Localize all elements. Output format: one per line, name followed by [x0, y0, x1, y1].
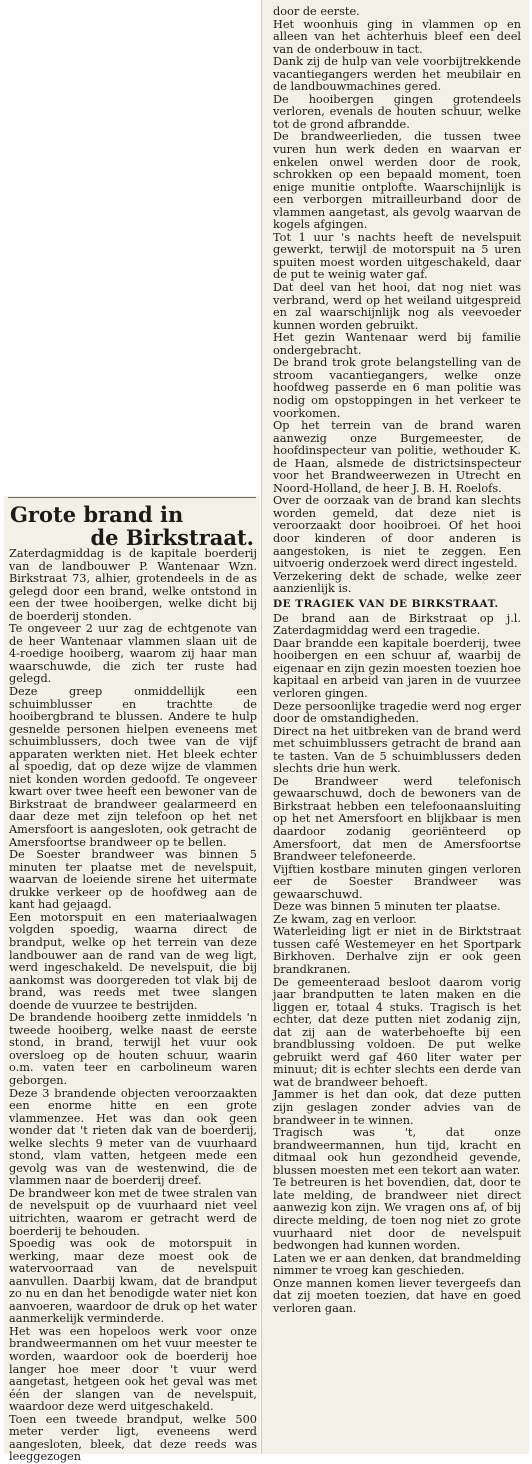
paragraph: Het woonhuis ging in vlammen op en alleen van het achterhuis bleef een deel van de onderbouw in tact. — [273, 17, 521, 56]
article-column-left — [9, 547, 257, 1464]
paragraph: Laten we er aan denken, dat brandmelding nimmer te vroeg kan geschieden. — [273, 1251, 521, 1278]
paragraph: Ze kwam, zag en verloor. — [273, 912, 417, 926]
section-subheading: DE TRAGIEK VAN DE BIRKSTRAAT. — [273, 597, 499, 610]
paragraph: Daar brandde een kapitale boerderij, twee hooibergen en een schuur af, waarbij de eigenaar en zijn gezin moesten toezien hoe kapitaal en arbeid van jaren in de vuurzee verloren gingen. — [273, 636, 521, 700]
paragraph: Een motorspuit en een materiaalwagen volgden spoedig, waarna direct de brandput, welke op het terrein van deze landbouwer aan de rand van de weg ligt, werd ingeschakeld. De nevelspuit, die bij aankomst was doorgereden tot vlak bij de brand, was reeds met twee slangen doende de vuurzee te bestrijden. — [9, 910, 257, 1012]
paragraph: Spoedig was ook de motorspuit in werking, maar deze moest ook de watervoorraad van de nevelspuit aanvullen. Daarbij kwam, dat de brandput zo nu en dan het benodigde water niet kon aanvoeren, waardoor de druk op het water aanmerkelijk verminderde. — [9, 1237, 257, 1326]
paragraph: Waterleiding ligt er niet in de Birktstraat tussen café Westemeyer en het Sportpark Birkhoven. Derhalve zijn er ook geen brandkranen. — [273, 925, 521, 977]
article-headline — [10, 503, 254, 549]
headline-rule — [8, 497, 256, 498]
paragraph: Zaterdagmiddag is de kapitale boerderij van de landbouwer P. Wantenaar Wzn. Birkstraat 73, alhier, grotendeels in de as gelegd door een brand, welke ontstond in een der twee hooibergen, welke dicht bij de boerderij stonden. — [9, 547, 257, 623]
paragraph: Over de oorzaak van de brand kan slechts worden gemeld, dat deze niet is veroorzaakt door hooibroei. Of het hooi door kinderen of door anderen is aangestoken, is niet te zeggen. Een uitvoerig onderzoek werd direct ingesteld. — [273, 494, 521, 571]
paragraph: Te betreuren is het bovendien, dat, door te late melding, de brandweer niet direct aanwezig kon zijn. We vragen ons af, of bij directe melding, de toen nog niet zo grote vuurhaard niet door de nevelspuit bedwongen had kunnen worden. — [273, 1176, 521, 1253]
paragraph: Deze 3 brandende objecten veroorzaakten een enorme hitte en een grote vlammenzee. Het was dan ook geen wonder dat 't rieten dak van de boerderij, welke slechts 9 meter van de vuurhaard stond, vlam vatten, hetgeen mede een gevolg was van de westenwind, die de vlammen naar de boerderij dreef. — [9, 1086, 257, 1188]
paragraph: De brand trok grote belangstelling van de stroom vacantiegangers, welke onze hoofdweg passerde en 6 man politie was nodig om opstoppingen in het verkeer te voorkomen. — [273, 356, 521, 420]
paragraph: Toen een tweede brandput, welke 500 meter verder ligt, eveneens werd aangesloten, bleek, dat deze reeds was leeggezogen — [9, 1412, 257, 1464]
paragraph: De brandende hooiberg zette inmiddels 'n tweede hooiberg, welke naast de eerste stond, in brand, terwijl het vuur ook oversloeg op de houten schuur, waarin o.m. vaten teer en carbolineum waren geborgen. — [9, 1011, 257, 1087]
paragraph: Deze was binnen 5 minuten ter plaatse. — [273, 900, 501, 914]
paragraph: De brandweer kon met de twee stralen van de nevelspuit op de vuurhaard niet veel uitrichten, waarom er getracht werd de boerderij te behouden. — [9, 1186, 257, 1238]
paragraph: Op het terrein van de brand waren aanwezig onze Burgemeester, de hoofdinspecteur van politie, wethouder K. de Haan, alsmede de districtsinspecteur voor het Brandweerwezen in Utrecht en Noord-Holland, de heer J. B. H. Roelofs. — [273, 419, 521, 495]
paragraph: door de eerste. — [273, 5, 360, 18]
headline-line-2: de Birkstraat. — [90, 525, 254, 550]
paragraph: Tragisch was 't, dat onze brandweermannen, hun tijd, kracht en ditmaal ook hun gezondheid gevende, blussen moesten met een tekort aan water. — [273, 1126, 521, 1177]
paragraph: Deze greep onmiddellijk een schuimblusser en trachtte de hooibergbrand te blussen. Andere te hulp gesnelde personen hielpen eveneens met schuimblussers, doch twee van de vijf apparaten werkten niet. Het bleek echter al spoedig, dat op deze wijze de vlammen niet konden worden gedoofd. Te ongeveer kwart over twee heeft een bewoner van de Birkstraat de brandweer gealarmeerd en daar deze met zijn telefoon op het net Amersfoort is aangesloten, ook getracht de Amersfoortse brandweer op te bellen. — [9, 685, 257, 849]
paragraph: De Brandweer werd telefonisch gewaarschuwd, doch de bewoners van de Birkstraat hebben een telefoonaansluiting op het net Amersfoort en blijkbaar is men daardoor zodanig georiënteerd op Amersfoort, dat men de Amersfoortse Brandweer telefoneerde. — [273, 774, 521, 864]
paragraph: Het was een hopeloos werk voor onze brandweermannen om het vuur meester te worden, waardoor ook de boerderij hoe langer hoe meer door 't vuur werd aangetast, hetgeen ook het geval was met één der slangen van de nevelspuit, waardoor deze werd uitgeschakeld. — [9, 1324, 257, 1414]
paragraph: De hooibergen gingen grotendeels verloren, evenals de houten schuur, welke tot de grond afbrandde. — [273, 92, 521, 131]
paragraph: De brand aan de Birkstraat op j.l. Zaterdagmiddag werd een tragedie. — [273, 611, 521, 638]
paragraph: Onze mannen komen liever tevergeefs dan dat zij moeten toezien, dat have en goed verloren gaan. — [273, 1276, 521, 1315]
paragraph: Tot 1 uur 's nachts heeft de nevelspuit gewerkt, terwijl de motorspuit na 5 uren spuiten moest worden uitgeschakeld, daar de put te weinig water gaf. — [273, 230, 521, 282]
paragraph: Dank zij de hulp van vele voorbijtrekkende vacantiegangers werden het meubilair en de landbouwmachines gered. — [273, 55, 521, 94]
headline-line-1: Grote brand in — [10, 502, 184, 527]
paragraph: De Soester brandweer was binnen 5 minuten ter plaatse met de nevelspuit, waarvan de loeiende sirene het uitermate drukke verkeer op de hoofdweg aan de kant had gejaagd. — [9, 848, 257, 912]
paragraph: Verzekering dekt de schade, welke zeer aanzienlijk is. — [273, 569, 521, 596]
paragraph: Te ongeveer 2 uur zag de echtgenote van de heer Wantenaar vlammen slaan uit de 4-roedige hooiberg, waarom zij haar man waarschuwde, die zich ter ruste had gelegd. — [9, 622, 257, 686]
paragraph: De gemeenteraad besloot daarom vorig jaar brandputten te laten maken en die liggen er, totaal 4 stuks. Tragisch is het echter, dat deze putten niet zodanig zijn, dat zij aan de waterbehoefte bij een brandblussing voldoen. De put welke gebruikt werd gaf 460 liter water per minuut; dit is echter slechts een derde van wat de brandweer behoeft. — [273, 975, 521, 1089]
article-column-right — [273, 6, 521, 1446]
paragraph: Dat deel van het hooi, dat nog niet was verbrand, werd op het weiland uitgespreid en zal waarschijnlijk nog als veevoeder kunnen worden gebruikt. — [273, 281, 521, 332]
paragraph: De brandweerlieden, die tussen twee vuren hun werk deden en waarvan er enkelen onwel werden door de rook, schrokken op een bepaald moment, toen enige munitie ontplofte. Waarschijnlijk is een verborgen mitrailleurband door de vlammen aangetast, als gevolg waarvan de kogels afgingen. — [273, 130, 521, 232]
paragraph: Deze persoonlijke tragedie werd nog erger door de omstandigheden. — [273, 699, 521, 726]
paragraph: Direct na het uitbreken van de brand werd met schuimblussers getracht de brand aan te tasten. Van de 5 schuimblussers deden slechts drie hun werk. — [273, 724, 521, 776]
paragraph: Jammer is het dan ook, dat deze putten zijn geslagen zonder advies van de brandweer in te winnen. — [273, 1088, 521, 1127]
paragraph: Het gezin Wantenaar werd bij familie ondergebracht. — [273, 331, 521, 357]
paragraph: Vijftien kostbare minuten gingen verloren eer de Soester Brandweer was gewaarschuwd. — [273, 862, 521, 901]
